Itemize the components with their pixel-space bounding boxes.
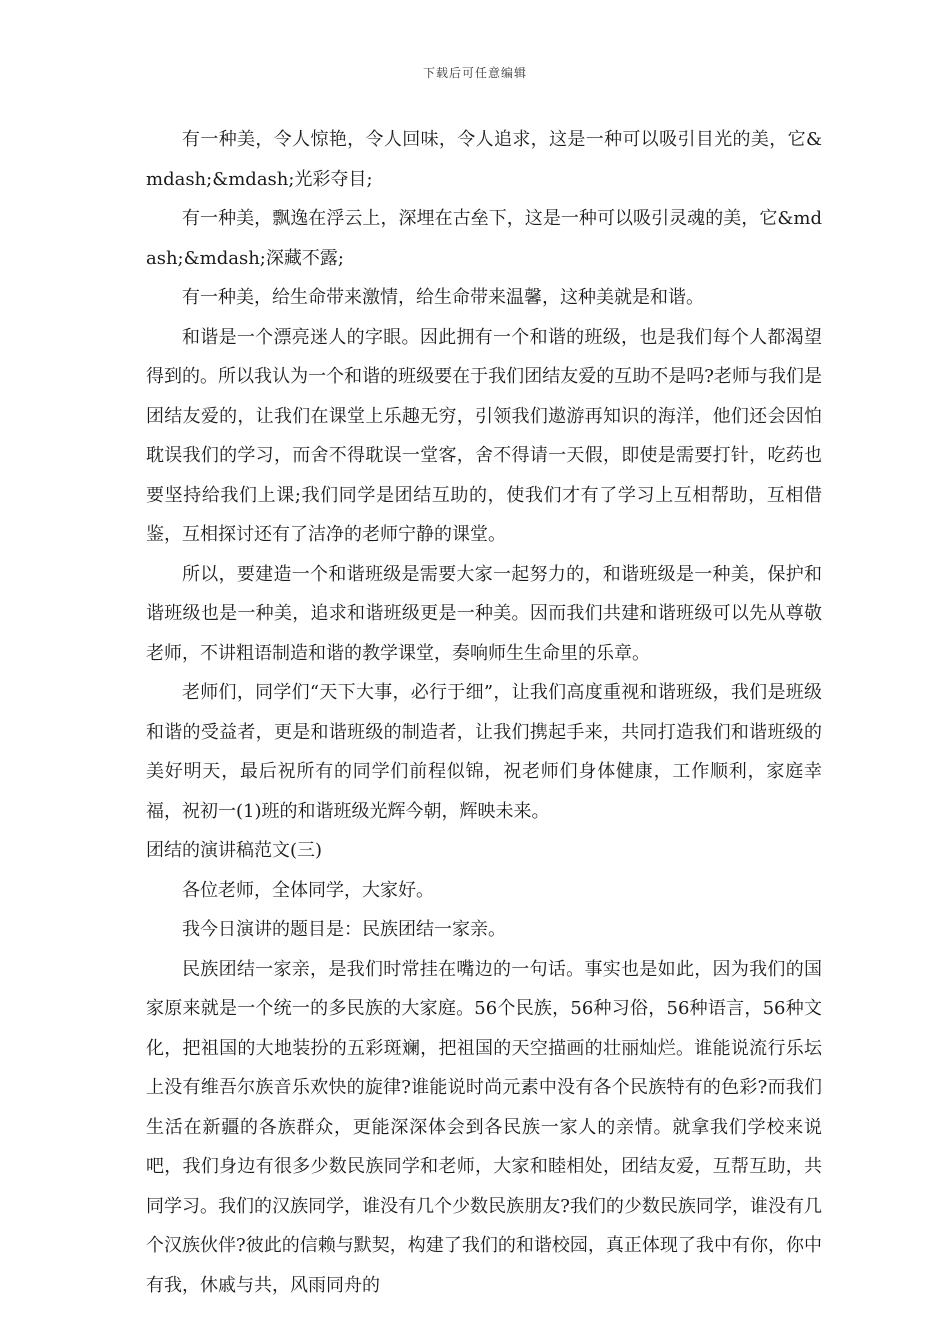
section-heading: 团结的演讲稿范文(三) — [146, 840, 323, 861]
paragraph: 民族团结一家亲，是我们时常挂在嘴边的一句话。事实也是如此，因为我们的国家原来就是一个统一的多民族的大家庭。56个民族，56种习俗，56种语言，56种文化，把祖国的大地装扮的五彩斑斓，把祖国的天空描画的壮丽灿烂。谁能说流行乐坛上没有维吾尔族音乐欢快的旋律?谁能说时尚元素中没有各个民族特有的色彩?而我们生活在新疆的各族群众，更能深深体会到各民族一家人的亲情。就拿我们学校来说吧，我们身边有很多少数民族同学和老师，大家和睦相处，团结友爱，互帮互助，共同学习。我们的汉族同学，谁没有几个少数民族朋友?我们的少数民族同学，谁没有几个汉族伙伴?彼此的信赖与默契，构建了我们的和谐校园，真正体现了我中有你，你中有我，休戚与共，风雨同舟的 — [146, 958, 822, 1296]
paragraph: 各位老师，全体同学，大家好。 — [182, 879, 434, 901]
paragraph: 老师们，同学们“天下大事，必行于细”，让我们高度重视和谐班级，我们是班级和谐的受益者，更是和谐班级的制造者，让我们携起手来，共同打造我们和谐班级的美好明天，最后祝所有的同学们前程似锦，祝老师们身体健康，工作顺利，家庭幸福，祝初一(1)班的和谐班级光辉今朝，辉映未来。 — [146, 682, 822, 822]
paragraph: 和谐是一个漂亮迷人的字眼。因此拥有一个和谐的班级，也是我们每个人都渴望得到的。所以我认为一个和谐的班级要在于我们团结友爱的互助不是吗?老师与我们是团结友爱的，让我们在课堂上乐趣无穷，引领我们遨游再知识的海洋，他们还会因怕耽误我们的学习，而舍不得耽误一堂客，舍不得请一天假，即使是需要打针，吃药也要坚持给我们上课;我们同学是团结互助的，使我们才有了学习上互相帮助，互相借鉴，互相探讨还有了洁净的老师宁静的课堂。 — [146, 326, 822, 545]
page-header: 下载后可任意编辑 — [422, 66, 527, 80]
paragraph: 有一种美，给生命带来激情，给生命带来温馨，这种美就是和谐。 — [182, 287, 704, 308]
paragraph: 有一种美，飘逸在浮云上，深埋在古垒下，这是一种可以吸引灵魂的美，它&mdash;&mdash;深藏不露; — [146, 208, 822, 269]
paragraph: 有一种美，令人惊艳，令人回味，令人追求，这是一种可以吸引目光的美，它&mdash;&mdash;光彩夺目; — [146, 129, 822, 190]
paragraph: 所以，要建造一个和谐班级是需要大家一起努力的，和谐班级是一种美，保护和谐班级也是一种美，追求和谐班级更是一种美。因而我们共建和谐班级可以先从尊敬老师，不讲粗语制造和谐的教学课堂，奏响师生生命里的乐章。 — [146, 563, 822, 664]
paragraph: 我今日演讲的题目是：民族团结一家亲。 — [182, 919, 506, 940]
document-body — [146, 120, 822, 1305]
